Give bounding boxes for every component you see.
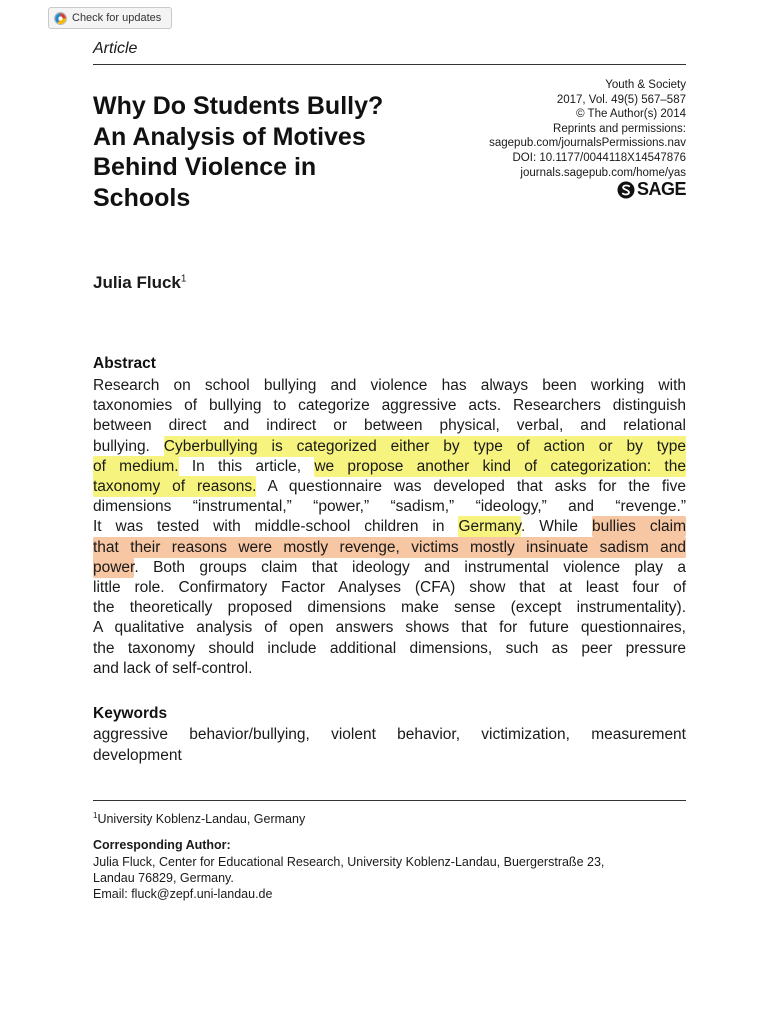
- keywords-heading: Keywords: [93, 705, 168, 722]
- corresponding-city: Landau 76829, Germany.: [93, 871, 234, 885]
- title-line: Why Do Students Bully?: [93, 92, 384, 120]
- abstract-text: A questionnaire was developed that asks for the five: [256, 478, 686, 496]
- check-for-updates-button[interactable]: [48, 7, 172, 29]
- journal-homepage-link[interactable]: journals.sagepub.com/home/yas: [520, 166, 686, 179]
- keywords-list: [93, 725, 686, 766]
- header-divider: [93, 64, 686, 65]
- abstract-text: the taxonomy should include additional dimensions, such as peer pressure: [93, 639, 686, 657]
- abstract-line: [93, 639, 686, 659]
- journal-info: [489, 78, 686, 180]
- title-line: Behind Violence in: [93, 153, 317, 181]
- check-for-updates-label: Check for updates: [72, 12, 162, 24]
- affiliation-footnote: [93, 811, 305, 826]
- highlight-yellow[interactable]: taxonomy of reasons.: [93, 478, 257, 496]
- abstract-line: [93, 659, 686, 679]
- abstract-text: bullying.: [93, 437, 164, 455]
- footnote-divider: [93, 800, 686, 801]
- publisher-logo: [617, 179, 686, 200]
- keywords-line: development: [93, 746, 182, 764]
- publisher-name: SAGE: [636, 179, 686, 199]
- highlight-yellow[interactable]: Cyberbullying is categorized either by type of action or by type: [163, 437, 686, 455]
- abstract-text: taxonomies of bullying to categorize aggressive acts. Researchers distinguish: [93, 397, 686, 415]
- affiliation-mark: 1: [180, 273, 187, 285]
- highlight-orange[interactable]: bullies claim: [591, 518, 686, 536]
- abstract-text: the theoretically proposed dimensions make sense (except instrumentality).: [93, 599, 686, 617]
- article-type-label: Article: [93, 40, 138, 57]
- abstract-line: [93, 538, 686, 558]
- abstract-text: It was tested with middle-school children in: [93, 518, 459, 536]
- abstract-body: [93, 376, 686, 679]
- corresponding-author-details: [93, 854, 604, 902]
- abstract-line: [93, 437, 686, 457]
- affiliation-text: University Koblenz-Landau, Germany: [97, 812, 306, 827]
- paper-title: [93, 91, 473, 213]
- highlight-yellow[interactable]: of medium.: [93, 457, 179, 475]
- corresponding-email[interactable]: Email: fluck@zepf.uni-landau.de: [93, 887, 273, 901]
- highlight-yellow[interactable]: Germany: [458, 518, 522, 536]
- abstract-line: [93, 517, 686, 537]
- title-line: Schools: [93, 183, 191, 212]
- abstract-text: and lack of self-control.: [93, 659, 253, 677]
- abstract-line: [93, 618, 686, 638]
- abstract-text: little role. Confirmatory Factor Analyses (CFA) show that at least four of: [93, 579, 686, 597]
- abstract-line: [93, 416, 686, 436]
- abstract-line: [93, 396, 686, 416]
- abstract-line: [93, 376, 686, 396]
- abstract-text: . Both groups claim that ideology and instrumental violence play a: [134, 558, 686, 576]
- title-line: An Analysis of Motives: [93, 122, 366, 151]
- abstract-heading: Abstract: [93, 355, 156, 372]
- abstract-line: [93, 578, 686, 598]
- abstract-line: [93, 598, 686, 618]
- abstract-text: A qualitative analysis of open answers shows that for future questionnaires,: [93, 619, 686, 637]
- journal-doi[interactable]: DOI: 10.1177/0044118X14547876: [512, 151, 686, 164]
- journal-copyright: © The Author(s) 2014: [576, 108, 686, 121]
- abstract-line: [93, 558, 686, 578]
- abstract-text: between direct and indirect or between physical, verbal, and relational: [93, 417, 686, 435]
- crossmark-icon: [54, 12, 67, 25]
- author-name: [93, 273, 186, 293]
- abstract-text: . While: [521, 518, 592, 536]
- highlight-yellow[interactable]: we propose another kind of categorization: the: [314, 457, 686, 475]
- abstract-text: Research on school bullying and violence has always been working with: [93, 377, 686, 394]
- highlight-orange[interactable]: power: [93, 558, 135, 576]
- abstract-line: [93, 497, 686, 517]
- corresponding-author-heading: Corresponding Author:: [93, 838, 231, 852]
- abstract-text: In this article,: [178, 457, 315, 475]
- abstract-text: dimensions “instrumental,” “power,” “sadism,” “ideology,” and “revenge.”: [93, 498, 686, 516]
- sage-logo-icon: [617, 181, 635, 199]
- journal-permissions-link[interactable]: sagepub.com/journalsPermissions.nav: [489, 137, 686, 150]
- footnote-mark: 1: [93, 811, 98, 820]
- highlight-orange[interactable]: that their reasons were mostly revenge, victims mostly insinuate sadism and: [93, 538, 686, 556]
- journal-reprints-label: Reprints and permissions:: [553, 122, 686, 135]
- keywords-line: aggressive behavior/bullying, violent behavior, victimization, measurement: [93, 726, 686, 743]
- abstract-line: [93, 457, 686, 477]
- corresponding-address: Julia Fluck, Center for Educational Research, University Koblenz-Landau, Buergerstraße 23,: [93, 855, 605, 869]
- journal-name: Youth & Society: [605, 79, 686, 91]
- author-name-text: Julia Fluck: [93, 273, 181, 292]
- abstract-line: [93, 477, 686, 497]
- journal-volume: 2017, Vol. 49(5) 567–587: [556, 93, 686, 106]
